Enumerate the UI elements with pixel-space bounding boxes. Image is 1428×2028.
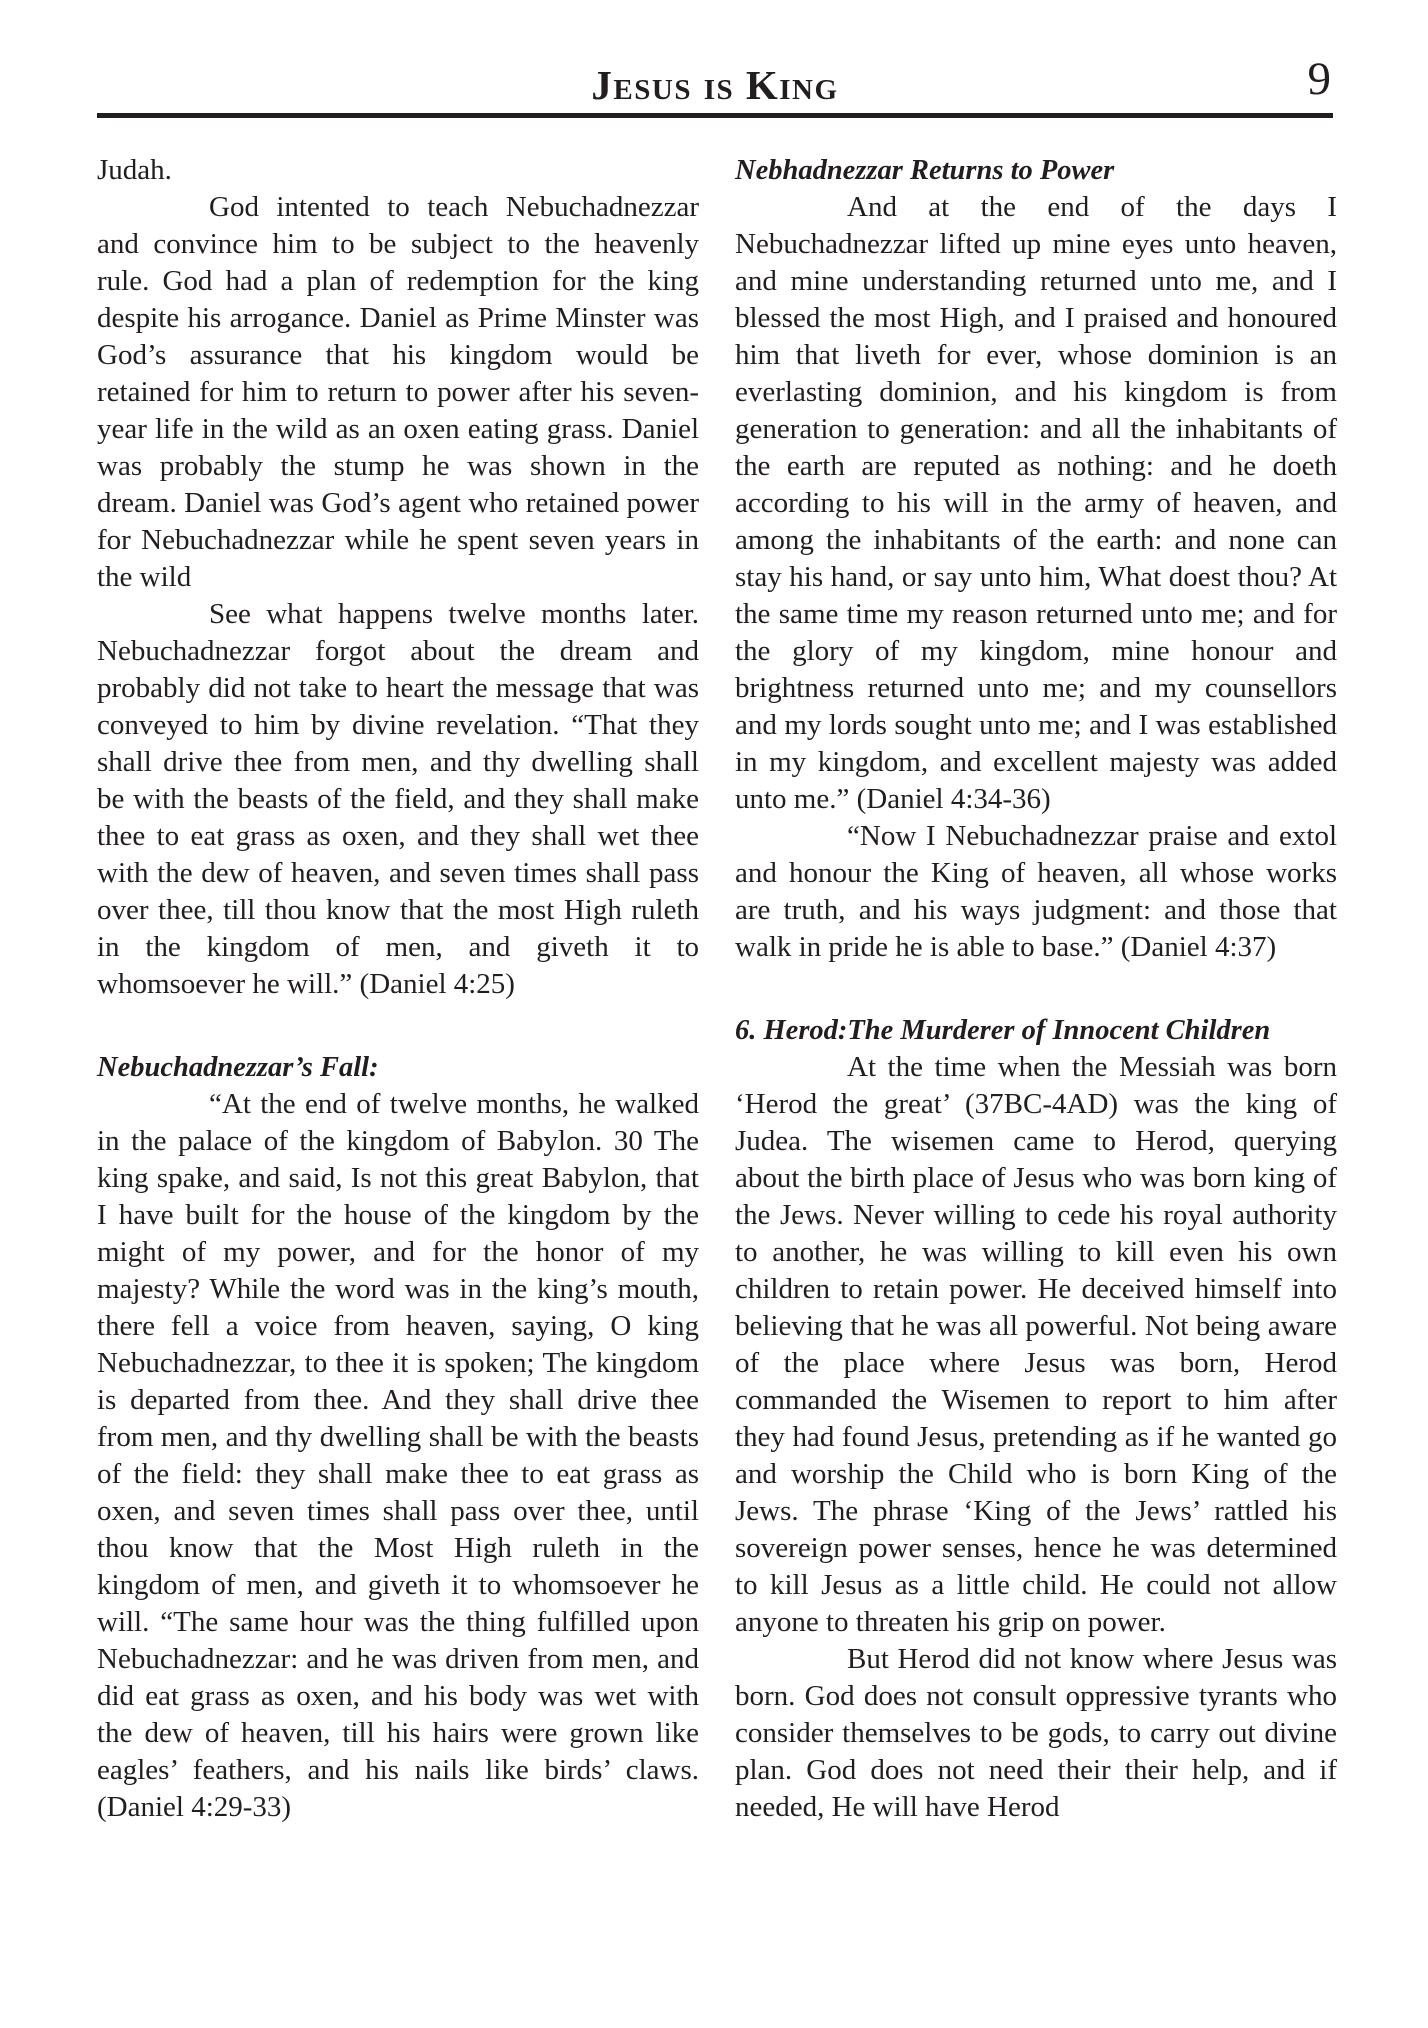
paragraph: See what happens twelve months later. Nebuchadnezzar forgot about the dream and probably did not take to heart the message that was conveyed to him by divine revelation. “That they shall drive thee from men, and thy dwelling shall be with the beasts of the field, and they shall make thee to eat grass as oxen, and they shall wet thee with the dew of heaven, and seven times shall pass over thee, till thou know that the most High ruleth in the kingdom of men, and giveth it to whomsoever he will.” (Daniel 4:25) (97, 598, 699, 1000)
section-heading: Nebuchadnezzar’s Fall: (97, 1052, 379, 1083)
header-rule (97, 113, 1333, 118)
paragraph: And at the end of the days I Nebuchadnezzar lifted up mine eyes unto heaven, and mine understanding returned unto me, and I blessed the most High, and I praised and honoured him that liveth for ever, whose dominion is an everlasting dominion, and his kingdom is from generation to generation: and all the inhabitants of the earth are reputed as nothing: and he doeth according to his will in the army of heaven, and among the inhabitants of the earth: and none can stay his hand, or say unto him, What doest thou? At the same time my reason returned unto me; and for the glory of my kingdom, mine honour and brightness returned unto me; and my counsellors and my lords sought unto me; and I was established in my kingdom, and excellent majesty was added unto me.” (Daniel 4:34-36) (735, 191, 1337, 815)
text-columns (97, 152, 1337, 1826)
left-column (97, 152, 699, 1826)
paragraph: “Now I Nebuchadnezzar praise and extol and honour the King of heaven, all whose works are truth, and his ways judgment: and those that walk in pride he is able to base.” (Daniel 4:37) (735, 820, 1337, 963)
text-fragment: Judah. (97, 154, 172, 186)
section-heading: 6. Herod:The Murderer of Innocent Children (735, 1015, 1271, 1046)
page-number: 9 (1307, 53, 1331, 105)
page-header (97, 0, 1333, 118)
page-title: Jesus is King (591, 62, 839, 108)
paragraph: At the time when the Messiah was born ‘Herod the great’ (37BC-4AD) was the king of Judea. The wisemen came to Herod, querying about the birth place of Jesus who was born king of the Jews. Never willing to cede his royal authority to another, he was willing to kill even his own children to retain power. He deceived himself into believing that he was all powerful. Not being aware of the place where Jesus was born, Herod commanded the Wisemen to report to him after they had found Jesus, pretending as if he wanted go and worship the Child who is born King of the Jews. The phrase ‘King of the Jews’ rattled his sovereign power senses, hence he was determined to kill Jesus as a little child. He could not allow anyone to threaten his grip on power. (735, 1051, 1337, 1638)
paragraph: “At the end of twelve months, he walked in the palace of the kingdom of Babylon. 30 The king spake, and said, Is not this great Babylon, that I have built for the house of the kingdom by the might of my power, and for the honor of my majesty? While the word was in the king’s mouth, there fell a voice from heaven, saying, O king Nebuchadnezzar, to thee it is spoken; The kingdom is departed from thee. And they shall drive thee from men, and thy dwelling shall be with the beasts of the field: they shall make thee to eat grass as oxen, and seven times shall pass over thee, until thou know that the Most High ruleth in the kingdom of men, and giveth it to whomsoever he will. “The same hour was the thing fulfilled upon Nebuchadnezzar: and he was driven from men, and did eat grass as oxen, and his body was wet with the dew of heaven, till his hairs were grown like eagles’ feathers, and his nails like birds’ claws. (Daniel 4:29-33) (97, 1088, 699, 1823)
paragraph: But Herod did not know where Jesus was born. God does not consult oppressive tyrants who consider themselves to be gods, to carry out divine plan. God does not need their their help, and if needed, He will have Herod (735, 1643, 1337, 1823)
section-heading: Nebhadnezzar Returns to Power (735, 155, 1115, 186)
paragraph: God intented to teach Nebuchadnezzar and convince him to be subject to the heavenly rule. God had a plan of redemption for the king despite his arrogance. Daniel as Prime Minster was God’s assurance that his kingdom would be retained for him to return to power after his seven-year life in the wild as an oxen eating grass. Daniel was probably the stump he was shown in the dream. Daniel was God’s agent who retained power for Nebuchadnezzar while he spent seven years in the wild (97, 191, 699, 593)
right-column (735, 152, 1337, 1826)
